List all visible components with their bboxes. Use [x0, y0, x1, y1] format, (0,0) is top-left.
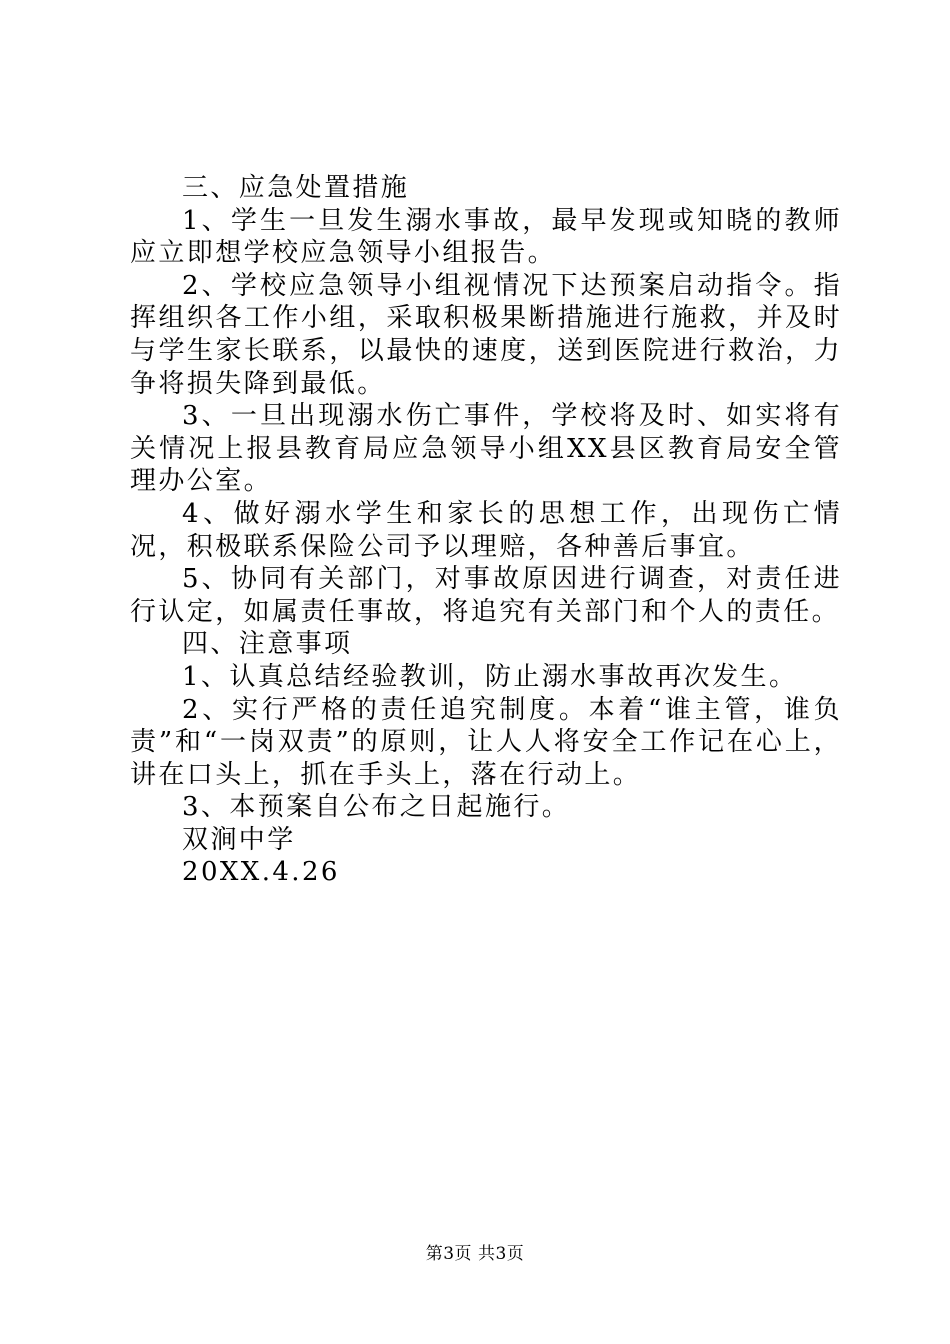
paragraph-measure-5: 5、协同有关部门，对事故原因进行调查，对责任进行认定，如属责任事故，将追究有关部门和个人的责任。: [130, 564, 842, 627]
paragraph-measure-3: 3、一旦出现溺水伤亡事件，学校将及时、如实将有关情况上报县教育局应急领导小组XX县区教育局安全管理办公室。: [130, 401, 842, 497]
paragraph-note-2: 2、实行严格的责任追究制度。本着“谁主管，谁负责”和“一岗双责”的原则，让人人将安全工作记在心上，讲在口头上，抓在手头上，落在行动上。: [130, 694, 842, 790]
signature-date: 20XX.4.26: [182, 857, 340, 888]
page-footer: [0, 1242, 950, 1266]
paragraph-note-3: 3、本预案自公布之日起施行。: [182, 792, 571, 823]
paragraph-measure-4: 4、做好溺水学生和家长的思想工作，出现伤亡情况，积极联系保险公司予以理赔，各种善后事宜。: [130, 498, 842, 562]
paragraph-measure-1: 1、学生一旦发生溺水事故，最早发现或知晓的教师应立即想学校应急领导小组报告。: [130, 205, 842, 269]
paragraph-measure-2: 2、学校应急领导小组视情况下达预案启动指令。指挥组织各工作小组，采取积极果断措施进行施救，并及时与学生家长联系，以最快的速度，送到医院进行救治，力争将损失降到最低。: [130, 270, 842, 399]
signature-school-name: 双涧中学: [182, 824, 296, 855]
page-number-indicator: 第3页 共3页: [425, 1244, 525, 1264]
section-heading-emergency-measures: 三、应急处置措施: [182, 173, 410, 203]
document-body: [130, 172, 842, 889]
paragraph-note-1: 1、认真总结经验教训，防止溺水事故再次发生。: [182, 661, 798, 692]
section-heading-notes: 四、注意事项: [182, 629, 353, 660]
